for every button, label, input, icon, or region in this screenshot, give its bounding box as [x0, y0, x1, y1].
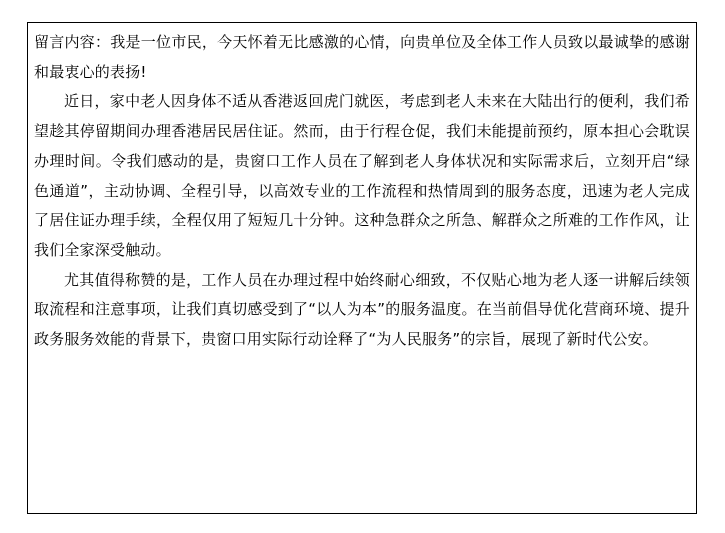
message-paragraph-2: 尤其值得称赞的是，工作人员在办理过程中始终耐心细致，不仅贴心地为老人逐一讲解后续领取流程和注意事项，让我们真切感受到了“以人为本”的服务温度。在当前倡导优化营商环境、提升政务服务效能的背景下，贵窗口用实际行动诠释了“为人民服务”的宗旨，展现了新时代公安。 [34, 270, 690, 349]
message-intro: 留言内容：我是一位市民，今天怀着无比感激的心情，向贵单位及全体工作人员致以最诚挚的感谢和最衷心的表扬! [34, 33, 690, 81]
message-paragraph-1: 近日，家中老人因身体不适从香港返回虎门就医，考虑到老人未来在大陆出行的便利，我们希望趁其停留期间办理香港居民居住证。然而，由于行程仓促，我们未能提前预约，原本担心会耽误办理时间。令我们感动的是，贵窗口工作人员在了解到老人身体状况和实际需求后，立刻开启“绿色通道”，主动协调、全程引导，以高效专业的工作流程和热情周到的服务态度，迅速为老人完成了居住证办理手续，全程仅用了短短几十分钟。这种急群众之所急、解群众之所难的工作作风，让我们全家深受触动。 [34, 92, 690, 259]
message-box [27, 22, 697, 514]
message-content [34, 28, 690, 355]
